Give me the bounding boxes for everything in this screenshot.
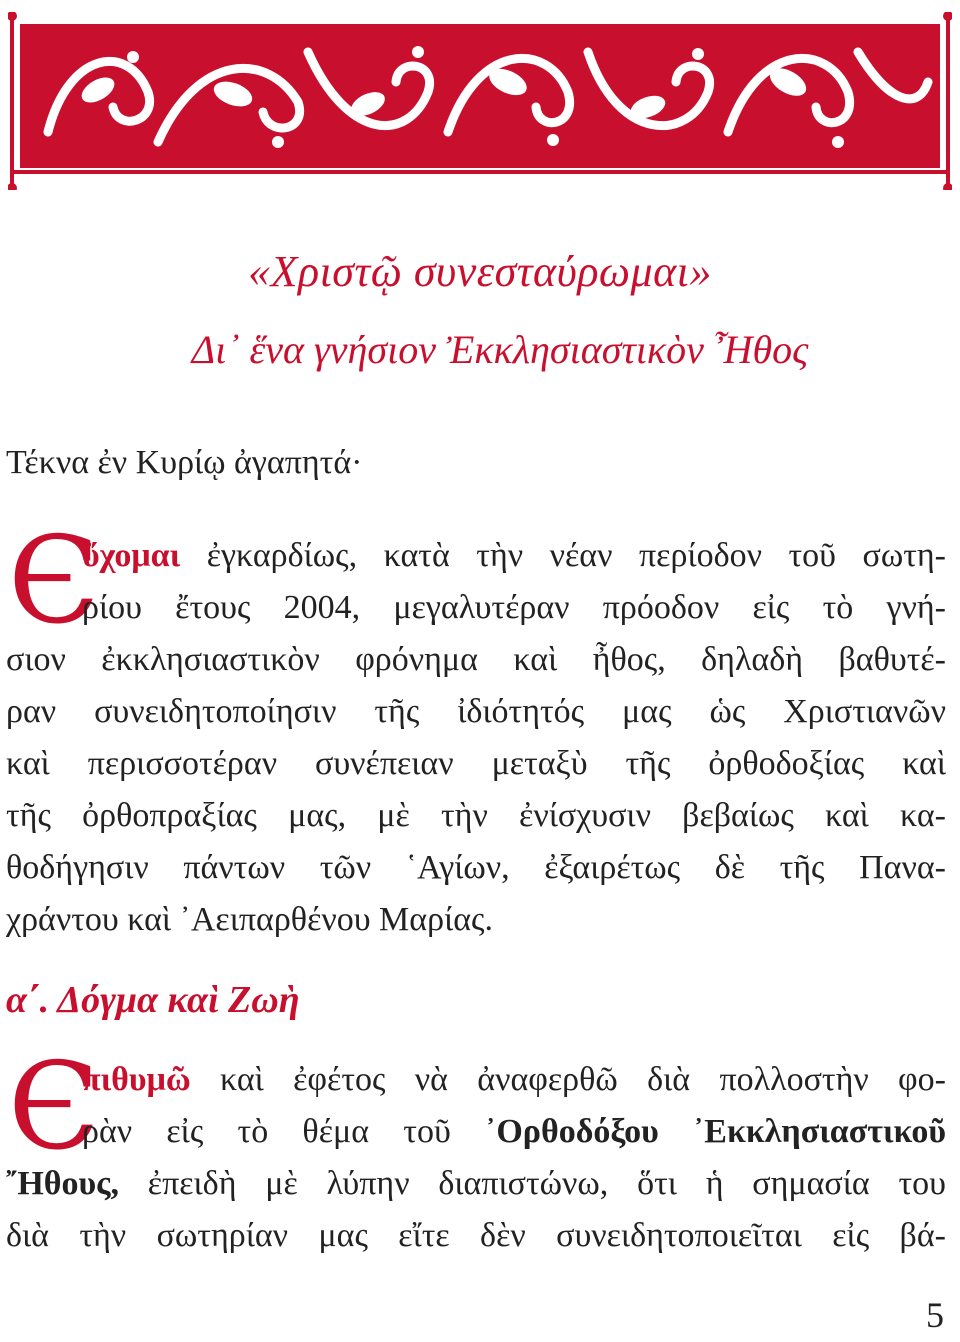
line-text: καὶ ἐφέτος νὰ ἀναφερθῶ διὰ πολλοστὴν φο-: [190, 1061, 946, 1098]
text-line: διὰ τὴν σωτηρίαν μας εἴτε δὲν συνειδητοποιεῖται εἰς βά-: [6, 1217, 946, 1254]
text-line: [6, 1158, 946, 1210]
text-line: τῆς ὀρθοπραξίας μας, μὲ τὴν ἐνίσχυσιν βεβαίως καὶ κα-: [6, 797, 946, 834]
lead-word: πιθυμῶ: [82, 1061, 191, 1098]
drop-cap-initial: Є: [8, 1038, 100, 1177]
drop-cap-initial: Є: [8, 512, 100, 651]
ornamental-header-banner: [8, 12, 952, 190]
paragraph-intro: [6, 530, 946, 946]
text-line: ραν συνειδητοποίησιν τῆς ἰδιότητός μας ὡς Χριστιανῶν: [6, 693, 946, 730]
text-line: [6, 530, 946, 582]
text-line: χράντου καὶ ᾿Αειπαρθένου Μαρίας.: [6, 901, 493, 938]
text-line: σιον ἐκκλησιαστικὸν φρόνημα καὶ ἦθος, δηλαδὴ βαθυτέ-: [6, 641, 946, 678]
text-line: [6, 1054, 946, 1106]
text-line: [6, 1106, 946, 1158]
page-subtitle: Δι᾽ ἕνα γνήσιον Ἐκκλησιαστικὸν Ἦθος: [191, 327, 809, 372]
section-heading: α΄. Δόγμα καὶ Ζωὴ: [6, 979, 300, 1021]
bold-phrase: ᾿Ορθοδόξου ᾿Εκκλησιαστικοῦ: [485, 1113, 946, 1150]
line-text: ρὰν εἰς τὸ θέμα τοῦ: [82, 1113, 486, 1150]
paragraph-section-a: [6, 1054, 946, 1262]
line-text: ἐγκαρδίως, κατὰ τὴν νέαν περίοδον τοῦ σωτη-: [180, 537, 946, 574]
salutation: Τέκνα ἐν Κυρίῳ ἀγαπητά·: [6, 444, 363, 481]
bold-phrase: ῎Ηθους,: [6, 1165, 120, 1202]
text-line: καὶ περισσοτέραν συνέπειαν μεταξὺ τῆς ὀρθοδοξίας καὶ: [6, 745, 946, 782]
page-title: «Χριστῷ συνεσταύρωμαι»: [248, 247, 712, 296]
line-text: ἐπειδὴ μὲ λύπην διαπιστώνω, ὅτι ἡ σημασία του: [119, 1165, 946, 1202]
lead-word: ὔχομαι: [82, 537, 181, 574]
text-line: θοδήγησιν πάντων τῶν ῾Αγίων, ἐξαιρέτως δὲ τῆς Πανα-: [6, 849, 946, 886]
text-line: ρίου ἔτους 2004, μεγαλυτέραν πρόοδον εἰς τὸ γνή-: [82, 589, 946, 626]
page-number: 5: [926, 1295, 944, 1335]
